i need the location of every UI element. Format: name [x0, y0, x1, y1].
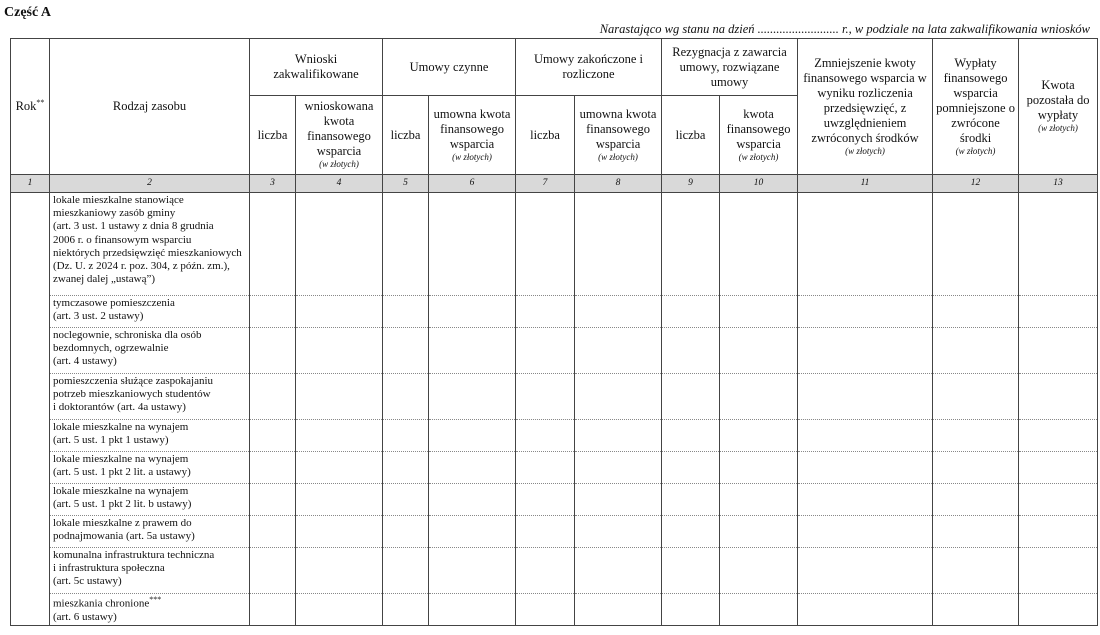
- value-input-cell[interactable]: [296, 516, 383, 548]
- value-input-cell[interactable]: [383, 420, 429, 452]
- value-input-cell[interactable]: [1019, 193, 1098, 296]
- resource-type-line: noclegownie, schroniska dla osób: [53, 329, 202, 341]
- value-input-cell[interactable]: [296, 328, 383, 374]
- value-input-cell[interactable]: [250, 452, 296, 484]
- value-input-cell[interactable]: [296, 193, 383, 296]
- value-input-cell[interactable]: [933, 374, 1019, 420]
- value-input-cell[interactable]: [798, 516, 933, 548]
- resource-type-label: [50, 420, 250, 452]
- value-input-cell[interactable]: [662, 594, 720, 626]
- table-row: [11, 516, 1098, 548]
- column-number: 13: [1019, 175, 1098, 193]
- value-input-cell[interactable]: [798, 420, 933, 452]
- resource-type-line: (art. 5 ust. 1 pkt 1 ustawy): [53, 434, 169, 447]
- resource-type-label: [50, 193, 250, 296]
- value-input-cell[interactable]: [720, 193, 798, 296]
- value-input-cell[interactable]: [1019, 594, 1098, 626]
- value-input-cell[interactable]: [383, 516, 429, 548]
- resource-type-line: pomieszczenia służące zaspokajaniu: [53, 375, 214, 387]
- value-input-cell[interactable]: [798, 452, 933, 484]
- header-umowna-kwota-zakonczone-label: umowna kwota finansowego wsparcia: [579, 106, 657, 151]
- resource-type-line: (art. 5c ustawy): [53, 575, 122, 588]
- resource-type-label: [50, 548, 250, 594]
- table-row: [11, 420, 1098, 452]
- header-liczba-umowy-zakonczone: liczba: [516, 96, 575, 175]
- header-rok-label: Rok: [15, 99, 37, 114]
- column-number: 10: [720, 175, 798, 193]
- resource-type-line: niektórych przedsięwzięć mieszkaniowych: [53, 246, 242, 259]
- value-input-cell[interactable]: [516, 193, 575, 296]
- header-zmniejszenie-label: Zmniejszenie kwoty finansowego wsparcia w wyniku rozliczenia przedsięwzięć, z uwzględnieniem zwróconych środków: [803, 55, 927, 145]
- value-input-cell[interactable]: [933, 296, 1019, 328]
- resource-type-line: lokale mieszkalne na wynajem: [53, 453, 189, 465]
- value-input-cell[interactable]: [575, 296, 662, 328]
- resource-type-line: lokale mieszkalne stanowiące: [53, 194, 184, 206]
- value-input-cell[interactable]: [1019, 328, 1098, 374]
- resource-type-label: [50, 484, 250, 516]
- header-liczba-umowy-czynne: liczba: [383, 96, 429, 175]
- footnote-marker: ***: [149, 595, 162, 604]
- value-input-cell[interactable]: [933, 594, 1019, 626]
- column-number: 5: [383, 175, 429, 193]
- value-input-cell[interactable]: [1019, 374, 1098, 420]
- value-input-cell[interactable]: [383, 193, 429, 296]
- value-input-cell[interactable]: [250, 516, 296, 548]
- resource-type-line: (art. 4 ustawy): [53, 355, 117, 368]
- table-row: [11, 374, 1098, 420]
- resource-table: [10, 38, 1098, 626]
- value-input-cell[interactable]: [662, 374, 720, 420]
- value-input-cell[interactable]: [662, 296, 720, 328]
- resource-type-line: tymczasowe pomieszczenia: [53, 297, 175, 309]
- column-number: 12: [933, 175, 1019, 193]
- resource-type-line: podnajmowania (art. 5a ustawy): [53, 530, 195, 543]
- value-input-cell[interactable]: [516, 420, 575, 452]
- value-input-cell[interactable]: [250, 296, 296, 328]
- resource-type-label: [50, 374, 250, 420]
- resource-type-line: (art. 5 ust. 1 pkt 2 lit. a ustawy): [53, 466, 191, 479]
- value-input-cell[interactable]: [662, 193, 720, 296]
- resource-type-line: (art. 3 ust. 2 ustawy): [53, 310, 144, 323]
- value-input-cell[interactable]: [429, 420, 516, 452]
- value-input-cell[interactable]: [429, 452, 516, 484]
- value-input-cell[interactable]: [1019, 296, 1098, 328]
- column-number: 7: [516, 175, 575, 193]
- column-number: 1: [11, 175, 50, 193]
- column-number: 6: [429, 175, 516, 193]
- resource-type-line: (art. 5 ust. 1 pkt 2 lit. b ustawy): [53, 498, 192, 511]
- value-input-cell[interactable]: [662, 420, 720, 452]
- resource-type-line: zwanej dalej „ustawą”): [53, 273, 155, 286]
- value-input-cell[interactable]: [429, 374, 516, 420]
- value-input-cell[interactable]: [933, 193, 1019, 296]
- column-number: 9: [662, 175, 720, 193]
- value-input-cell[interactable]: [933, 452, 1019, 484]
- value-input-cell[interactable]: [575, 420, 662, 452]
- value-input-cell[interactable]: [383, 452, 429, 484]
- value-input-cell[interactable]: [429, 516, 516, 548]
- header-umowna-kwota-czynne: [429, 96, 516, 175]
- resource-type-line: (art. 3 ust. 1 ustawy z dnia 8 grudnia: [53, 220, 214, 233]
- unit-label: (w złotych): [1038, 123, 1078, 134]
- resource-type-line: (Dz. U. z 2024 r. poz. 304, z późn. zm.),: [53, 259, 230, 272]
- value-input-cell[interactable]: [720, 328, 798, 374]
- value-input-cell[interactable]: [720, 594, 798, 626]
- resource-type-label: [50, 452, 250, 484]
- resource-type-line: bezdomnych, ogrzewalnie: [53, 342, 169, 355]
- table-row: [11, 548, 1098, 594]
- value-input-cell[interactable]: [662, 452, 720, 484]
- value-input-cell[interactable]: [1019, 548, 1098, 594]
- value-input-cell[interactable]: [662, 548, 720, 594]
- value-input-cell[interactable]: [798, 328, 933, 374]
- resource-type-label: [50, 328, 250, 374]
- value-input-cell[interactable]: [250, 548, 296, 594]
- header-kwota-pozostala: [1019, 39, 1098, 175]
- column-number: 3: [250, 175, 296, 193]
- value-input-cell[interactable]: [516, 452, 575, 484]
- value-input-cell[interactable]: [720, 548, 798, 594]
- value-input-cell[interactable]: [383, 296, 429, 328]
- resource-type-line: 2006 r. o finansowym wsparciu: [53, 233, 192, 246]
- value-input-cell[interactable]: [1019, 452, 1098, 484]
- value-input-cell[interactable]: [250, 420, 296, 452]
- value-input-cell[interactable]: [516, 296, 575, 328]
- header-rok-footnote: **: [36, 98, 45, 108]
- value-input-cell[interactable]: [933, 420, 1019, 452]
- section-title: Część A: [4, 5, 52, 20]
- value-input-cell[interactable]: [1019, 516, 1098, 548]
- unit-label: (w złotych): [598, 151, 638, 162]
- table-row: [11, 296, 1098, 328]
- header-umowna-kwota-zakonczone: [575, 96, 662, 175]
- unit-label: (w złotych): [319, 159, 359, 170]
- value-input-cell[interactable]: [383, 328, 429, 374]
- header-rezygnacja: Rezygnacja z zawarcia umowy, rozwiązane umowy: [662, 39, 798, 96]
- value-input-cell[interactable]: [296, 296, 383, 328]
- unit-label: (w złotych): [738, 151, 779, 162]
- value-input-cell[interactable]: [933, 328, 1019, 374]
- value-input-cell[interactable]: [250, 594, 296, 626]
- value-input-cell[interactable]: [575, 374, 662, 420]
- header-wnioskowana-kwota-label: wnioskowana kwota finansowego wsparcia: [304, 99, 374, 159]
- header-kwota-pozostala-label: Kwota pozostała do wypłaty: [1026, 78, 1090, 123]
- resource-type-line: mieszkaniowy zasób gminy: [53, 207, 176, 220]
- value-input-cell[interactable]: [798, 548, 933, 594]
- unit-label: (w złotych): [452, 151, 492, 162]
- value-input-cell[interactable]: [798, 374, 933, 420]
- value-input-cell[interactable]: [516, 484, 575, 516]
- header-zmniejszenie: [798, 39, 933, 175]
- value-input-cell[interactable]: [296, 420, 383, 452]
- value-input-cell[interactable]: [516, 374, 575, 420]
- value-input-cell[interactable]: [429, 296, 516, 328]
- resource-type-label: [50, 516, 250, 548]
- value-input-cell[interactable]: [933, 516, 1019, 548]
- value-input-cell[interactable]: [296, 484, 383, 516]
- value-input-cell[interactable]: [383, 374, 429, 420]
- header-liczba-wnioski: liczba: [250, 96, 296, 175]
- value-input-cell[interactable]: [429, 193, 516, 296]
- column-number: 4: [296, 175, 383, 193]
- value-input-cell[interactable]: [296, 374, 383, 420]
- header-umowna-kwota-czynne-label: umowna kwota finansowego wsparcia: [433, 106, 511, 151]
- resource-type-line: lokale mieszkalne z prawem do: [53, 517, 192, 529]
- value-input-cell[interactable]: [1019, 484, 1098, 516]
- value-input-cell[interactable]: [250, 193, 296, 296]
- header-wnioski-zakwalifikowane: Wnioski zakwalifikowane: [250, 39, 383, 96]
- unit-label: (w złotych): [845, 145, 885, 156]
- resource-type-line: [53, 595, 247, 611]
- column-number: 11: [798, 175, 933, 193]
- value-input-cell[interactable]: [296, 548, 383, 594]
- resource-type-line: i infrastruktura społeczna: [53, 562, 165, 575]
- value-input-cell[interactable]: [1019, 420, 1098, 452]
- resource-type-text: mieszkania chronione: [53, 597, 150, 610]
- header-liczba-rezygnacja: liczba: [662, 96, 720, 175]
- table-row: [11, 484, 1098, 516]
- header-umowy-zakonczone: Umowy zakończone i rozliczone: [516, 39, 662, 96]
- value-input-cell[interactable]: [662, 484, 720, 516]
- value-input-cell[interactable]: [296, 594, 383, 626]
- rok-input-cell[interactable]: [11, 193, 50, 626]
- resource-type-label: [50, 594, 250, 626]
- header-rok: [11, 39, 50, 175]
- value-input-cell[interactable]: [429, 328, 516, 374]
- value-input-cell[interactable]: [933, 484, 1019, 516]
- value-input-cell[interactable]: [383, 594, 429, 626]
- value-input-cell[interactable]: [720, 484, 798, 516]
- value-input-cell[interactable]: [798, 484, 933, 516]
- value-input-cell[interactable]: [429, 594, 516, 626]
- value-input-cell[interactable]: [720, 374, 798, 420]
- value-input-cell[interactable]: [575, 484, 662, 516]
- header-wnioskowana-kwota: [296, 96, 383, 175]
- value-input-cell[interactable]: [933, 548, 1019, 594]
- table-row: [11, 328, 1098, 374]
- value-input-cell[interactable]: [575, 193, 662, 296]
- header-wyplaty-label: Wypłaty finansowego wsparcia pomniejszone o zwrócone środki: [936, 55, 1015, 145]
- value-input-cell[interactable]: [250, 328, 296, 374]
- value-input-cell[interactable]: [720, 452, 798, 484]
- value-input-cell[interactable]: [516, 594, 575, 626]
- table-row: [11, 594, 1098, 626]
- value-input-cell[interactable]: [429, 548, 516, 594]
- value-input-cell[interactable]: [575, 548, 662, 594]
- resource-type-line: komunalna infrastruktura techniczna: [53, 549, 215, 561]
- value-input-cell[interactable]: [383, 548, 429, 594]
- value-input-cell[interactable]: [720, 420, 798, 452]
- table-row: [11, 452, 1098, 484]
- column-number: 8: [575, 175, 662, 193]
- resource-type-line: (art. 6 ustawy): [53, 610, 117, 623]
- value-input-cell[interactable]: [516, 516, 575, 548]
- value-input-cell[interactable]: [798, 296, 933, 328]
- value-input-cell[interactable]: [429, 484, 516, 516]
- value-input-cell[interactable]: [720, 516, 798, 548]
- value-input-cell[interactable]: [516, 548, 575, 594]
- value-input-cell[interactable]: [250, 484, 296, 516]
- header-kwota-rezygnacja: [720, 96, 798, 175]
- table-body: [11, 193, 1098, 626]
- resource-type-line: i doktorantów (art. 4a ustawy): [53, 401, 186, 414]
- value-input-cell[interactable]: [575, 328, 662, 374]
- header-umowy-czynne: Umowy czynne: [383, 39, 516, 96]
- header-rodzaj-zasobu: Rodzaj zasobu: [50, 39, 250, 175]
- value-input-cell[interactable]: [383, 484, 429, 516]
- resource-type-line: lokale mieszkalne na wynajem: [53, 421, 189, 433]
- value-input-cell[interactable]: [296, 452, 383, 484]
- value-input-cell[interactable]: [575, 452, 662, 484]
- column-number: 2: [50, 175, 250, 193]
- value-input-cell[interactable]: [662, 328, 720, 374]
- table-row: [11, 193, 1098, 296]
- resource-type-line: potrzeb mieszkaniowych studentów: [53, 388, 211, 401]
- value-input-cell[interactable]: [798, 594, 933, 626]
- value-input-cell[interactable]: [720, 296, 798, 328]
- header-wyplaty: [933, 39, 1019, 175]
- value-input-cell[interactable]: [250, 374, 296, 420]
- value-input-cell[interactable]: [516, 328, 575, 374]
- unit-label: (w złotych): [955, 145, 996, 156]
- report-date-line: Narastająco wg stanu na dzień .......................... r., w podziale na lata zakwalifikowania wniosków: [599, 22, 1090, 36]
- value-input-cell[interactable]: [575, 594, 662, 626]
- resource-type-line: lokale mieszkalne na wynajem: [53, 485, 189, 497]
- value-input-cell[interactable]: [575, 516, 662, 548]
- value-input-cell[interactable]: [798, 193, 933, 296]
- value-input-cell[interactable]: [662, 516, 720, 548]
- header-kwota-rezygnacja-label: kwota finansowego wsparcia: [726, 106, 791, 151]
- resource-type-label: [50, 296, 250, 328]
